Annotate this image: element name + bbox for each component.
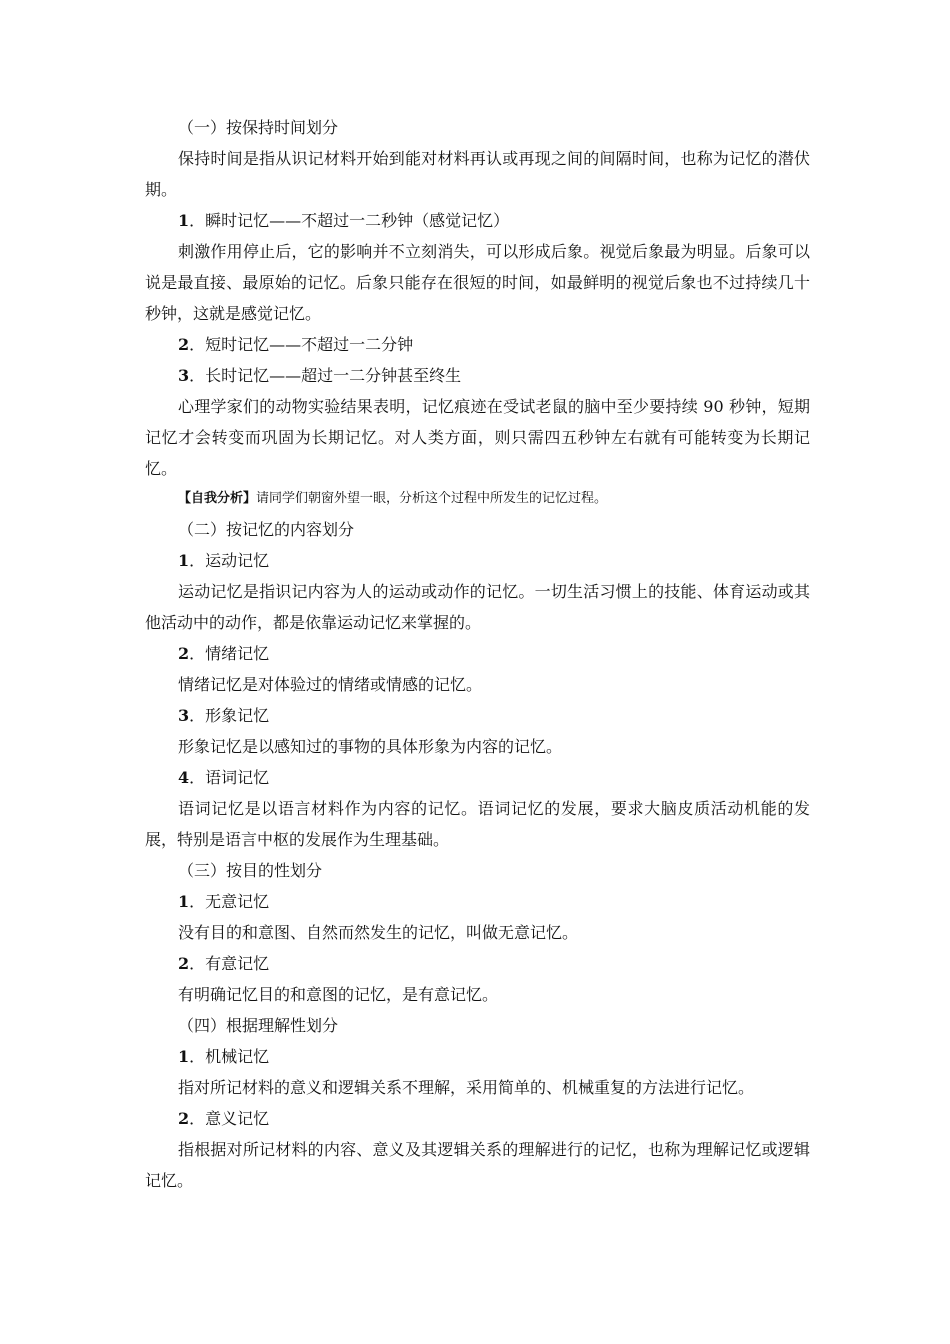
section-heading: （二）按记忆的内容划分 [178, 520, 355, 539]
self-analysis-note [145, 485, 810, 512]
item-title: 运动记忆 [205, 551, 270, 570]
item-title: 短时记忆——不超过一二分钟 [205, 335, 414, 354]
item-number: 1 [178, 892, 190, 911]
item-number: 3 [178, 366, 190, 385]
item-title: 语词记忆 [205, 768, 270, 787]
item-number: 2 [178, 954, 190, 973]
paragraph: 有明确记忆目的和意图的记忆，是有意记忆。 [178, 985, 499, 1004]
item-heading: 2．情绪记忆 [178, 644, 270, 663]
item-title: 形象记忆 [205, 706, 270, 725]
item-number: 2 [178, 1109, 190, 1128]
item-number: 1 [178, 1047, 190, 1066]
item-number: 2 [178, 644, 190, 663]
note-text: 请同学们朝窗外望一眼，分析这个过程中所发生的记忆过程。 [256, 491, 608, 506]
paragraph: 形象记忆是以感知过的事物的具体形象为内容的记忆。 [178, 737, 563, 756]
item-title: 无意记忆 [205, 892, 270, 911]
item-number: 4 [178, 768, 190, 787]
section-heading: （三）按目的性划分 [178, 861, 323, 880]
item-heading: 2．有意记忆 [178, 954, 270, 973]
section-heading: （一）按保持时间划分 [178, 118, 339, 137]
paragraph: 刺激作用停止后，它的影响并不立刻消失，可以形成后象。视觉后象最为明显。后象可以说是最直接、最原始的记忆。后象只能存在很短的时间，如最鲜明的视觉后象也不过持续几十秒钟，这就是感觉记忆。 [145, 242, 810, 323]
paragraph: 心理学家们的动物实验结果表明，记忆痕迹在受试老鼠的脑中至少要持续 90 秒钟，短期记忆才会转变而巩固为长期记忆。对人类方面，则只需四五秒钟左右就有可能转变为长期记忆。 [145, 397, 810, 478]
item-heading: 3．长时记忆——超过一二分钟甚至终生 [178, 366, 462, 385]
document-page [145, 112, 810, 1196]
item-heading: 4．语词记忆 [178, 768, 270, 787]
paragraph: 情绪记忆是对体验过的情绪或情感的记忆。 [178, 675, 483, 694]
item-number: 2 [178, 335, 190, 354]
item-title: 机械记忆 [205, 1047, 270, 1066]
item-title: 长时记忆——超过一二分钟甚至终生 [205, 366, 462, 385]
paragraph: 指对所记材料的意义和逻辑关系不理解，采用简单的、机械重复的方法进行记忆。 [178, 1078, 755, 1097]
paragraph: 指根据对所记材料的内容、意义及其逻辑关系的理解进行的记忆，也称为理解记忆或逻辑记忆。 [145, 1140, 810, 1190]
paragraph: 语词记忆是以语言材料作为内容的记忆。语词记忆的发展，要求大脑皮质活动机能的发展，特别是语言中枢的发展作为生理基础。 [145, 799, 810, 849]
item-heading: 1．机械记忆 [178, 1047, 270, 1066]
section-heading: （四）根据理解性划分 [178, 1016, 339, 1035]
paragraph: 没有目的和意图、自然而然发生的记忆，叫做无意记忆。 [178, 923, 579, 942]
paragraph: 保持时间是指从识记材料开始到能对材料再认或再现之间的间隔时间，也称为记忆的潜伏期。 [145, 149, 810, 199]
paragraph: 运动记忆是指识记内容为人的运动或动作的记忆。一切生活习惯上的技能、体育运动或其他活动中的动作，都是依靠运动记忆来掌握的。 [145, 582, 810, 632]
item-heading: 1．无意记忆 [178, 892, 270, 911]
item-heading: 3．形象记忆 [178, 706, 270, 725]
item-number: 1 [178, 211, 190, 230]
item-heading: 1．瞬时记忆——不超过一二秒钟（感觉记忆） [178, 211, 510, 230]
item-title: 瞬时记忆——不超过一二秒钟（感觉记忆） [205, 211, 510, 230]
item-title: 情绪记忆 [205, 644, 270, 663]
item-heading: 2．短时记忆——不超过一二分钟 [178, 335, 414, 354]
item-number: 3 [178, 706, 190, 725]
item-heading: 1．运动记忆 [178, 551, 270, 570]
item-title: 意义记忆 [205, 1109, 270, 1128]
note-tag: 【自我分析】 [178, 491, 257, 506]
item-heading: 2．意义记忆 [178, 1109, 270, 1128]
item-title: 有意记忆 [205, 954, 270, 973]
item-number: 1 [178, 551, 190, 570]
